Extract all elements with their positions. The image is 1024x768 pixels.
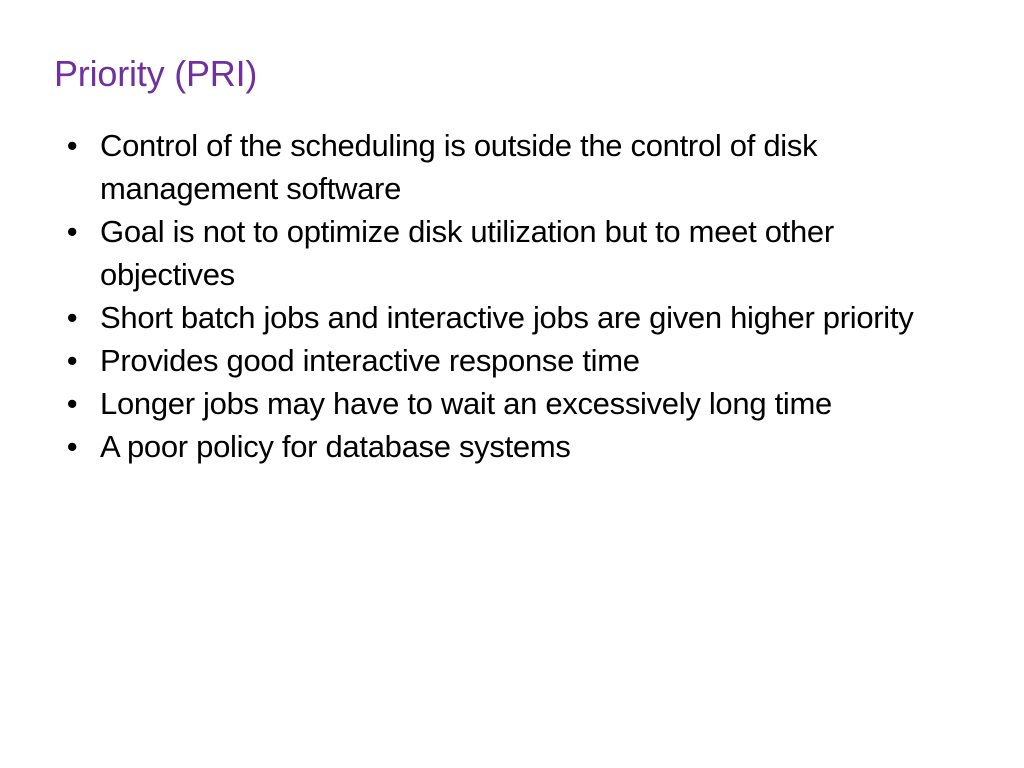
bullet-text: Longer jobs may have to wait an excessively long time	[100, 386, 832, 421]
bullet-item	[60, 425, 940, 468]
bullet-dot-icon: •	[66, 128, 78, 163]
bullet-item	[60, 210, 940, 296]
bullet-item	[60, 296, 940, 339]
bullet-text: Goal is not to optimize disk utilization but to meet other objectives	[100, 214, 834, 292]
bullet-dot-icon: •	[66, 343, 78, 378]
bullet-dot-icon: •	[66, 386, 78, 421]
bullet-text: A poor policy for database systems	[100, 429, 571, 464]
bullet-dot-icon: •	[66, 214, 78, 249]
bullet-dot-icon: •	[66, 300, 78, 335]
bullet-text: Control of the scheduling is outside the control of disk management software	[100, 128, 818, 206]
bullet-dot-icon: •	[66, 429, 78, 464]
slide-title: Priority (PRI)	[54, 53, 258, 94]
bullet-item	[60, 339, 940, 382]
bullet-item	[60, 124, 940, 210]
bullet-list	[60, 124, 940, 468]
bullet-text: Short batch jobs and interactive jobs are given higher priority	[100, 300, 914, 335]
bullet-item	[60, 382, 940, 425]
bullet-text: Provides good interactive response time	[100, 343, 640, 378]
